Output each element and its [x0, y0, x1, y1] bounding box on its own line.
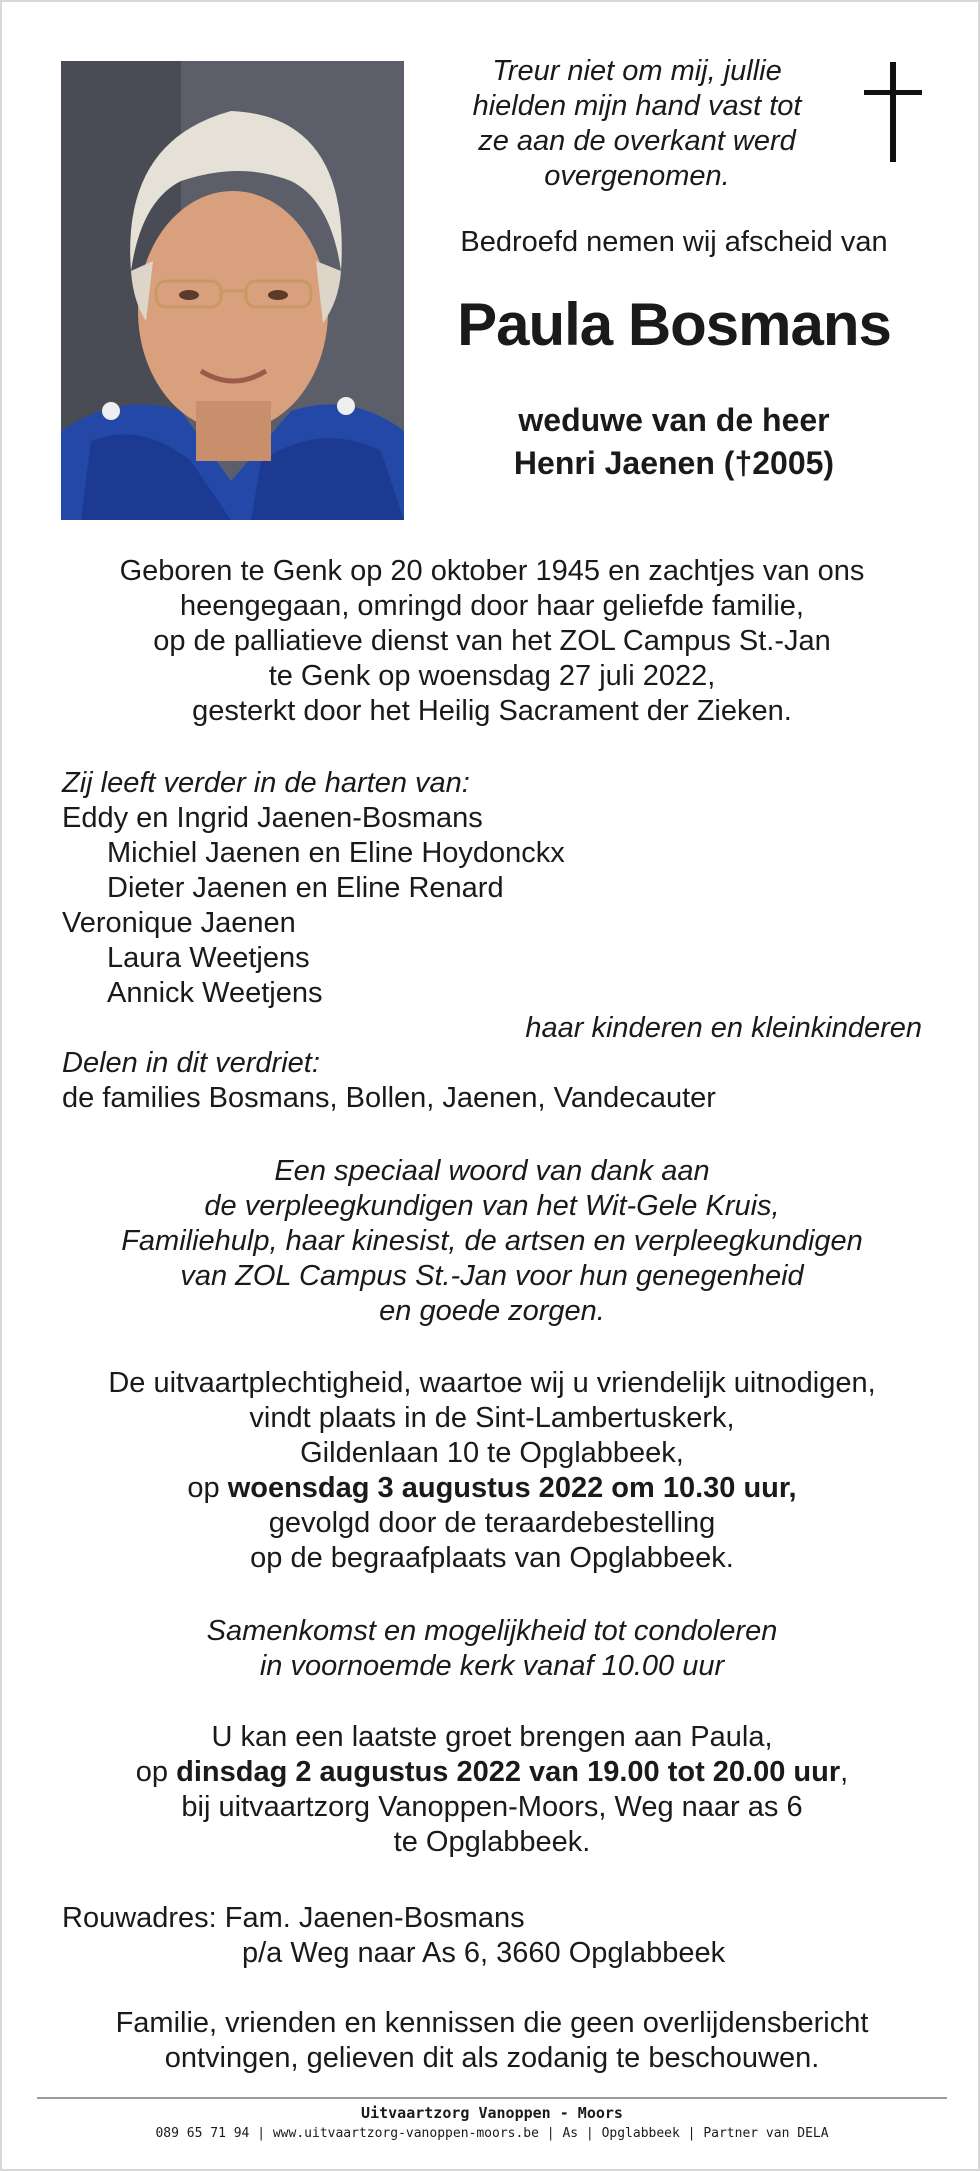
- ceremony-line: Gildenlaan 10 te Opglabbeek,: [300, 1437, 684, 1469]
- survivor-line: Eddy en Ingrid Jaenen-Bosmans: [62, 802, 483, 834]
- deceased-name: Paula Bosmans: [457, 291, 891, 358]
- quote-line: ze aan de overkant werd: [478, 125, 796, 157]
- widow-line: Henri Jaenen (†2005): [513, 445, 835, 481]
- share-line: de families Bosmans, Bollen, Jaenen, Vandecauter: [62, 1082, 716, 1114]
- footer-divider: [37, 2097, 947, 2099]
- ceremony-date: woensdag 3 augustus 2022 om 10.30 uur,: [227, 1472, 797, 1504]
- quote-line: overgenomen.: [544, 160, 730, 192]
- thanks-line: Een speciaal woord van dank aan: [274, 1155, 710, 1187]
- gathering-paragraph: [62, 1614, 922, 1684]
- visit-paragraph: [62, 1720, 922, 1860]
- visit-date-suffix: ,: [840, 1756, 849, 1788]
- thanks-line: de verpleegkundigen van het Wit-Gele Kruis,: [204, 1190, 780, 1222]
- survivor-line: Veronique Jaenen: [62, 907, 296, 939]
- widow-note: [414, 399, 934, 485]
- share-heading: Delen in dit verdriet:: [62, 1047, 320, 1079]
- gathering-line: in voornoemde kerk vanaf 10.00 uur: [259, 1650, 725, 1682]
- address-line: Rouwadres: Fam. Jaenen-Bosmans: [62, 1902, 525, 1934]
- birth-line: op de palliatieve dienst van het ZOL Campus St.-Jan: [153, 625, 831, 657]
- quote-line: Treur niet om mij, jullie: [492, 55, 782, 87]
- survivors-caption: haar kinderen en kleinkinderen: [525, 1012, 922, 1044]
- widow-line: weduwe van de heer: [518, 402, 830, 438]
- survivors-section: [62, 766, 922, 1116]
- cross-icon: [864, 62, 924, 162]
- birth-line: Geboren te Genk op 20 oktober 1945 en zachtjes van ons: [119, 555, 865, 587]
- closing-paragraph: [62, 2006, 922, 2076]
- visit-line: bij uitvaartzorg Vanoppen-Moors, Weg naar as 6: [181, 1791, 803, 1823]
- survivor-line: Laura Weetjens: [107, 942, 310, 974]
- thanks-line: van ZOL Campus St.-Jan voor hun genegenheid: [180, 1260, 804, 1292]
- closing-line: Familie, vrienden en kennissen die geen overlijdensbericht: [115, 2007, 869, 2039]
- birth-paragraph: [62, 554, 922, 729]
- survivor-line: Dieter Jaenen en Eline Renard: [107, 872, 504, 904]
- ceremony-paragraph: [62, 1366, 922, 1576]
- footer-title: Uitvaartzorg Vanoppen - Moors: [361, 2104, 623, 2122]
- thanks-line: Familiehulp, haar kinesist, de artsen en verpleegkundigen: [121, 1225, 863, 1257]
- announcement-text: Bedroefd nemen wij afscheid van: [460, 226, 888, 258]
- opening-quote: [442, 54, 832, 194]
- thanks-line: en goede zorgen.: [379, 1295, 605, 1327]
- quote-line: hielden mijn hand vast tot: [472, 90, 802, 122]
- birth-line: heengegaan, omringd door haar geliefde familie,: [180, 590, 804, 622]
- survivor-line: Annick Weetjens: [107, 977, 323, 1009]
- visit-date-prefix: op: [135, 1756, 177, 1788]
- address-block: [62, 1901, 922, 1971]
- ceremony-line: op de begraafplaats van Opglabbeek.: [250, 1542, 734, 1574]
- footer-info: 089 65 71 94 | www.uitvaartzorg-vanoppen-moors.be | As | Opglabbeek | Partner van DELA: [155, 2126, 829, 2141]
- address-line: p/a Weg naar As 6, 3660 Opglabbeek: [242, 1937, 726, 1969]
- birth-line: gesterkt door het Heilig Sacrament der Zieken.: [192, 695, 792, 727]
- ceremony-date-line: [62, 1471, 922, 1506]
- ceremony-line: gevolgd door de teraardebestelling: [268, 1507, 716, 1539]
- portrait-photo: [61, 61, 404, 520]
- ceremony-line: De uitvaartplechtigheid, waartoe wij u vriendelijk uitnodigen,: [108, 1367, 876, 1399]
- visit-date: dinsdag 2 augustus 2022 van 19.00 tot 20.00 uur: [176, 1756, 841, 1788]
- survivor-line: Michiel Jaenen en Eline Hoydonckx: [107, 837, 565, 869]
- visit-line: te Opglabbeek.: [393, 1826, 591, 1858]
- survivors-heading: Zij leeft verder in de harten van:: [62, 767, 470, 799]
- closing-line: ontvingen, gelieven dit als zodanig te beschouwen.: [164, 2042, 820, 2074]
- visit-line: U kan een laatste groet brengen aan Paula,: [211, 1721, 773, 1753]
- gathering-line: Samenkomst en mogelijkheid tot condoleren: [206, 1615, 778, 1647]
- ceremony-date-prefix: op: [187, 1472, 228, 1504]
- ceremony-line: vindt plaats in de Sint-Lambertuskerk,: [249, 1402, 735, 1434]
- visit-date-line: [62, 1755, 922, 1790]
- birth-line: te Genk op woensdag 27 juli 2022,: [268, 660, 716, 692]
- thanks-paragraph: [62, 1154, 922, 1329]
